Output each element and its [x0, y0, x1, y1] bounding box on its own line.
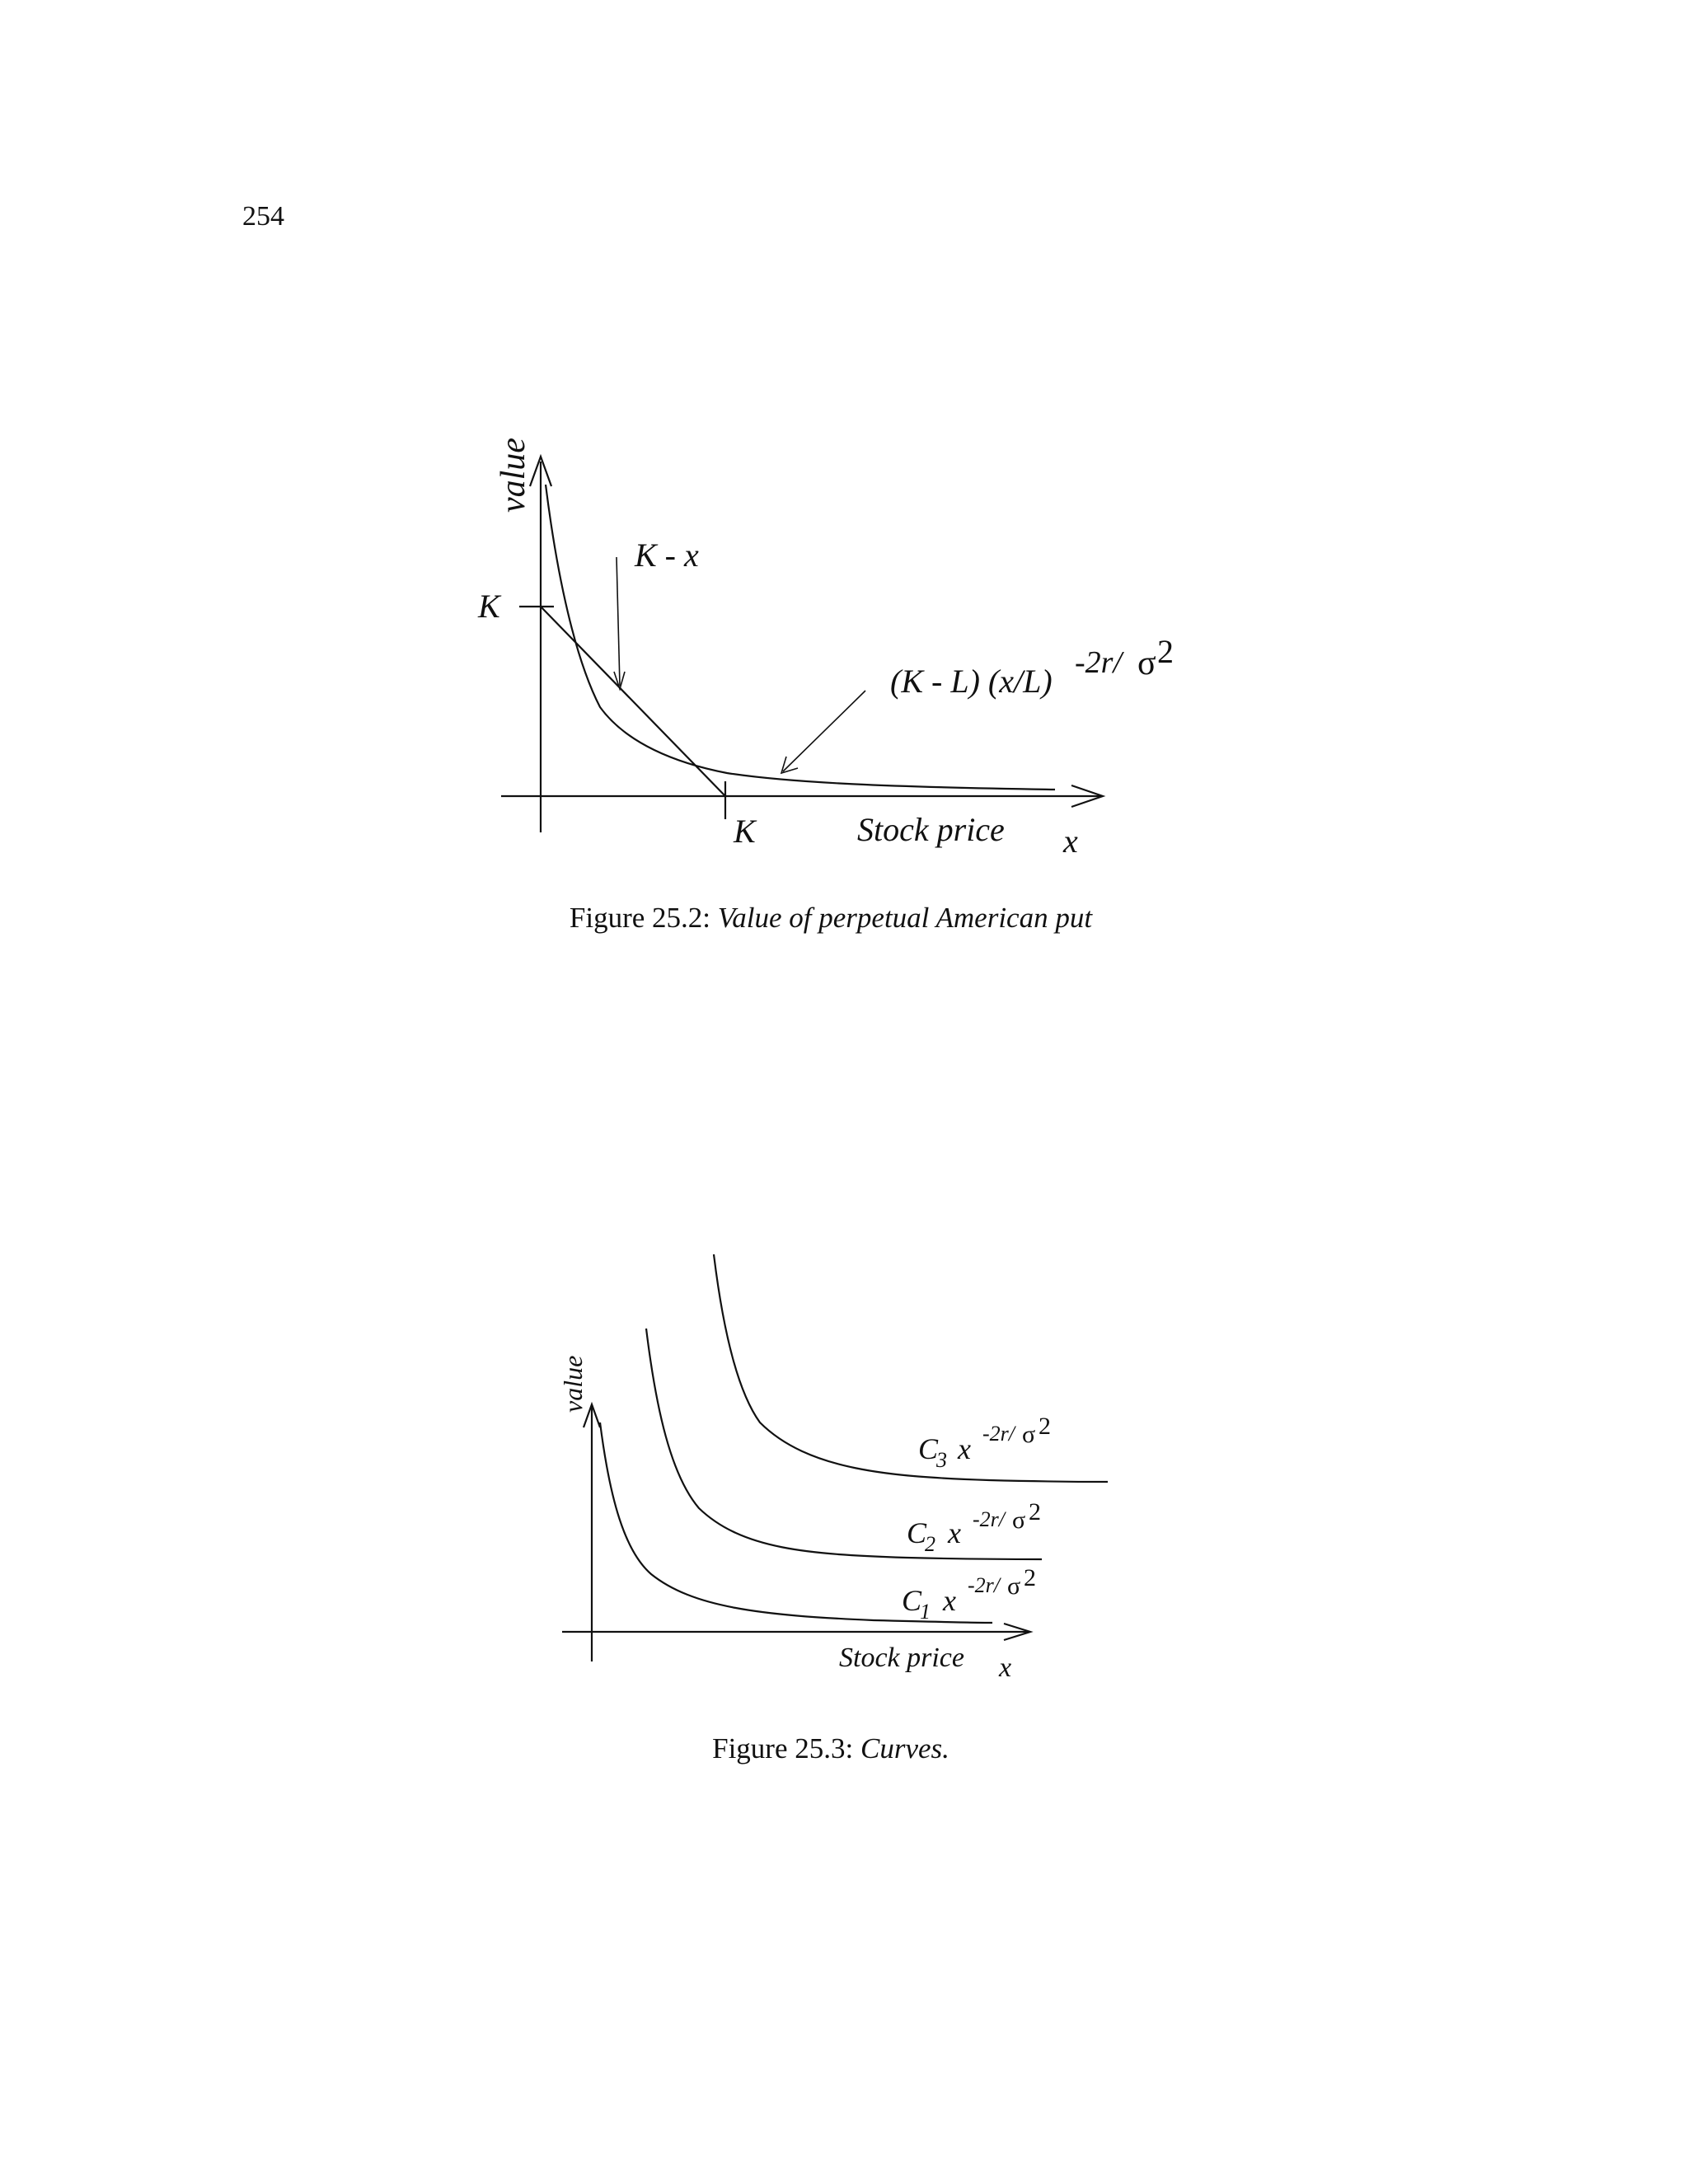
- fig1-y-tick-label: K: [478, 588, 500, 625]
- fig2-label-c3: [918, 1413, 1051, 1472]
- figure-25-3-caption-label: Figure 25.3:: [712, 1732, 854, 1765]
- fig2-label-c1: [902, 1564, 1036, 1624]
- page-number: 254: [242, 201, 284, 232]
- figure-25-2-caption-label: Figure 25.2:: [569, 902, 711, 934]
- svg-text:2: [925, 1532, 935, 1556]
- fig2-c2-var: x: [948, 1516, 961, 1549]
- svg-text:2: [1039, 1413, 1051, 1440]
- fig1-pointer-line-label: [617, 557, 620, 686]
- svg-text:2: [1029, 1498, 1041, 1526]
- svg-text:σ: [1012, 1507, 1025, 1534]
- fig2-c1-exp: -2r/: [968, 1573, 1000, 1597]
- fig1-line-label: K - x: [635, 537, 699, 574]
- fig2-c2-sigma: σ: [1012, 1507, 1026, 1534]
- fig1-payoff-line: [541, 607, 725, 796]
- fig1-curve-exp: -2r/: [1075, 645, 1122, 680]
- fig1-curve-label: [890, 663, 1053, 700]
- figure-25-2: [477, 438, 1174, 860]
- svg-text:x: [947, 1516, 961, 1549]
- fig2-c2-coef: C: [907, 1516, 927, 1549]
- fig2-c1-var: x: [943, 1584, 956, 1617]
- fig2-c1-sub: 1: [920, 1600, 931, 1624]
- figure-25-3-caption: [712, 1734, 950, 1763]
- fig2-y-axis-label: value: [558, 1355, 588, 1413]
- fig2-c3-var: x: [958, 1432, 971, 1465]
- svg-text:-2r/: [973, 1507, 1007, 1531]
- fig1-x-axis-symbol: x: [1063, 823, 1078, 860]
- fig2-x-axis-label: Stock price: [839, 1643, 964, 1673]
- svg-text:-2r/: [982, 1422, 1017, 1446]
- fig2-c2-exp: -2r/: [973, 1507, 1005, 1531]
- fig2-c3-sub: 3: [936, 1448, 947, 1472]
- fig2-curve-c3: [714, 1254, 1108, 1482]
- svg-text:σ: [1007, 1572, 1020, 1600]
- fig1-curve-label-exponent: [1075, 645, 1124, 680]
- fig2-label-c2: [907, 1498, 1041, 1556]
- svg-text:2: [1024, 1564, 1036, 1591]
- fig1-curve-label-power: [1157, 633, 1174, 670]
- fig1-curve-label-sigma: [1137, 644, 1156, 682]
- figure-25-2-caption: [570, 903, 1092, 932]
- fig2-c3-power: 2: [1039, 1413, 1051, 1440]
- svg-text:3: [935, 1448, 947, 1472]
- fig1-curve-label-base: (K - L) (x/L): [890, 663, 1053, 700]
- figure-25-3-caption-text: Curves.: [860, 1732, 950, 1765]
- fig2-c1-power: 2: [1024, 1564, 1036, 1591]
- fig2-c1-sigma: σ: [1007, 1572, 1021, 1600]
- fig1-x-axis-label: Stock price: [857, 811, 1005, 848]
- fig2-c2-power: 2: [1029, 1498, 1041, 1526]
- fig2-c1-coef: C: [902, 1584, 922, 1617]
- svg-text:1: [920, 1600, 931, 1624]
- fig1-curve-power: 2: [1157, 633, 1174, 670]
- fig2-c3-sigma: σ: [1022, 1421, 1036, 1448]
- fig2-c3-coef: C: [918, 1432, 939, 1465]
- fig1-curve-sigma: σ: [1137, 644, 1156, 682]
- fig1-y-axis-label: value: [495, 438, 532, 513]
- figure-25-3: [558, 1254, 1108, 1683]
- fig2-c2-sub: 2: [925, 1532, 935, 1556]
- fig1-value-curve: [546, 485, 1055, 790]
- fig1-x-tick-label: K: [734, 813, 756, 850]
- svg-text:σ: [1022, 1421, 1035, 1448]
- svg-text:x: [942, 1584, 956, 1617]
- figure-25-2-caption-text: Value of perpetual American put: [717, 902, 1093, 934]
- fig1-pointer-curve-label: [783, 691, 865, 771]
- svg-text:x: [957, 1432, 971, 1465]
- fig2-c3-exp: -2r/: [982, 1422, 1015, 1446]
- svg-text:-2r/: [968, 1573, 1002, 1597]
- fig2-x-axis-symbol: x: [999, 1652, 1012, 1683]
